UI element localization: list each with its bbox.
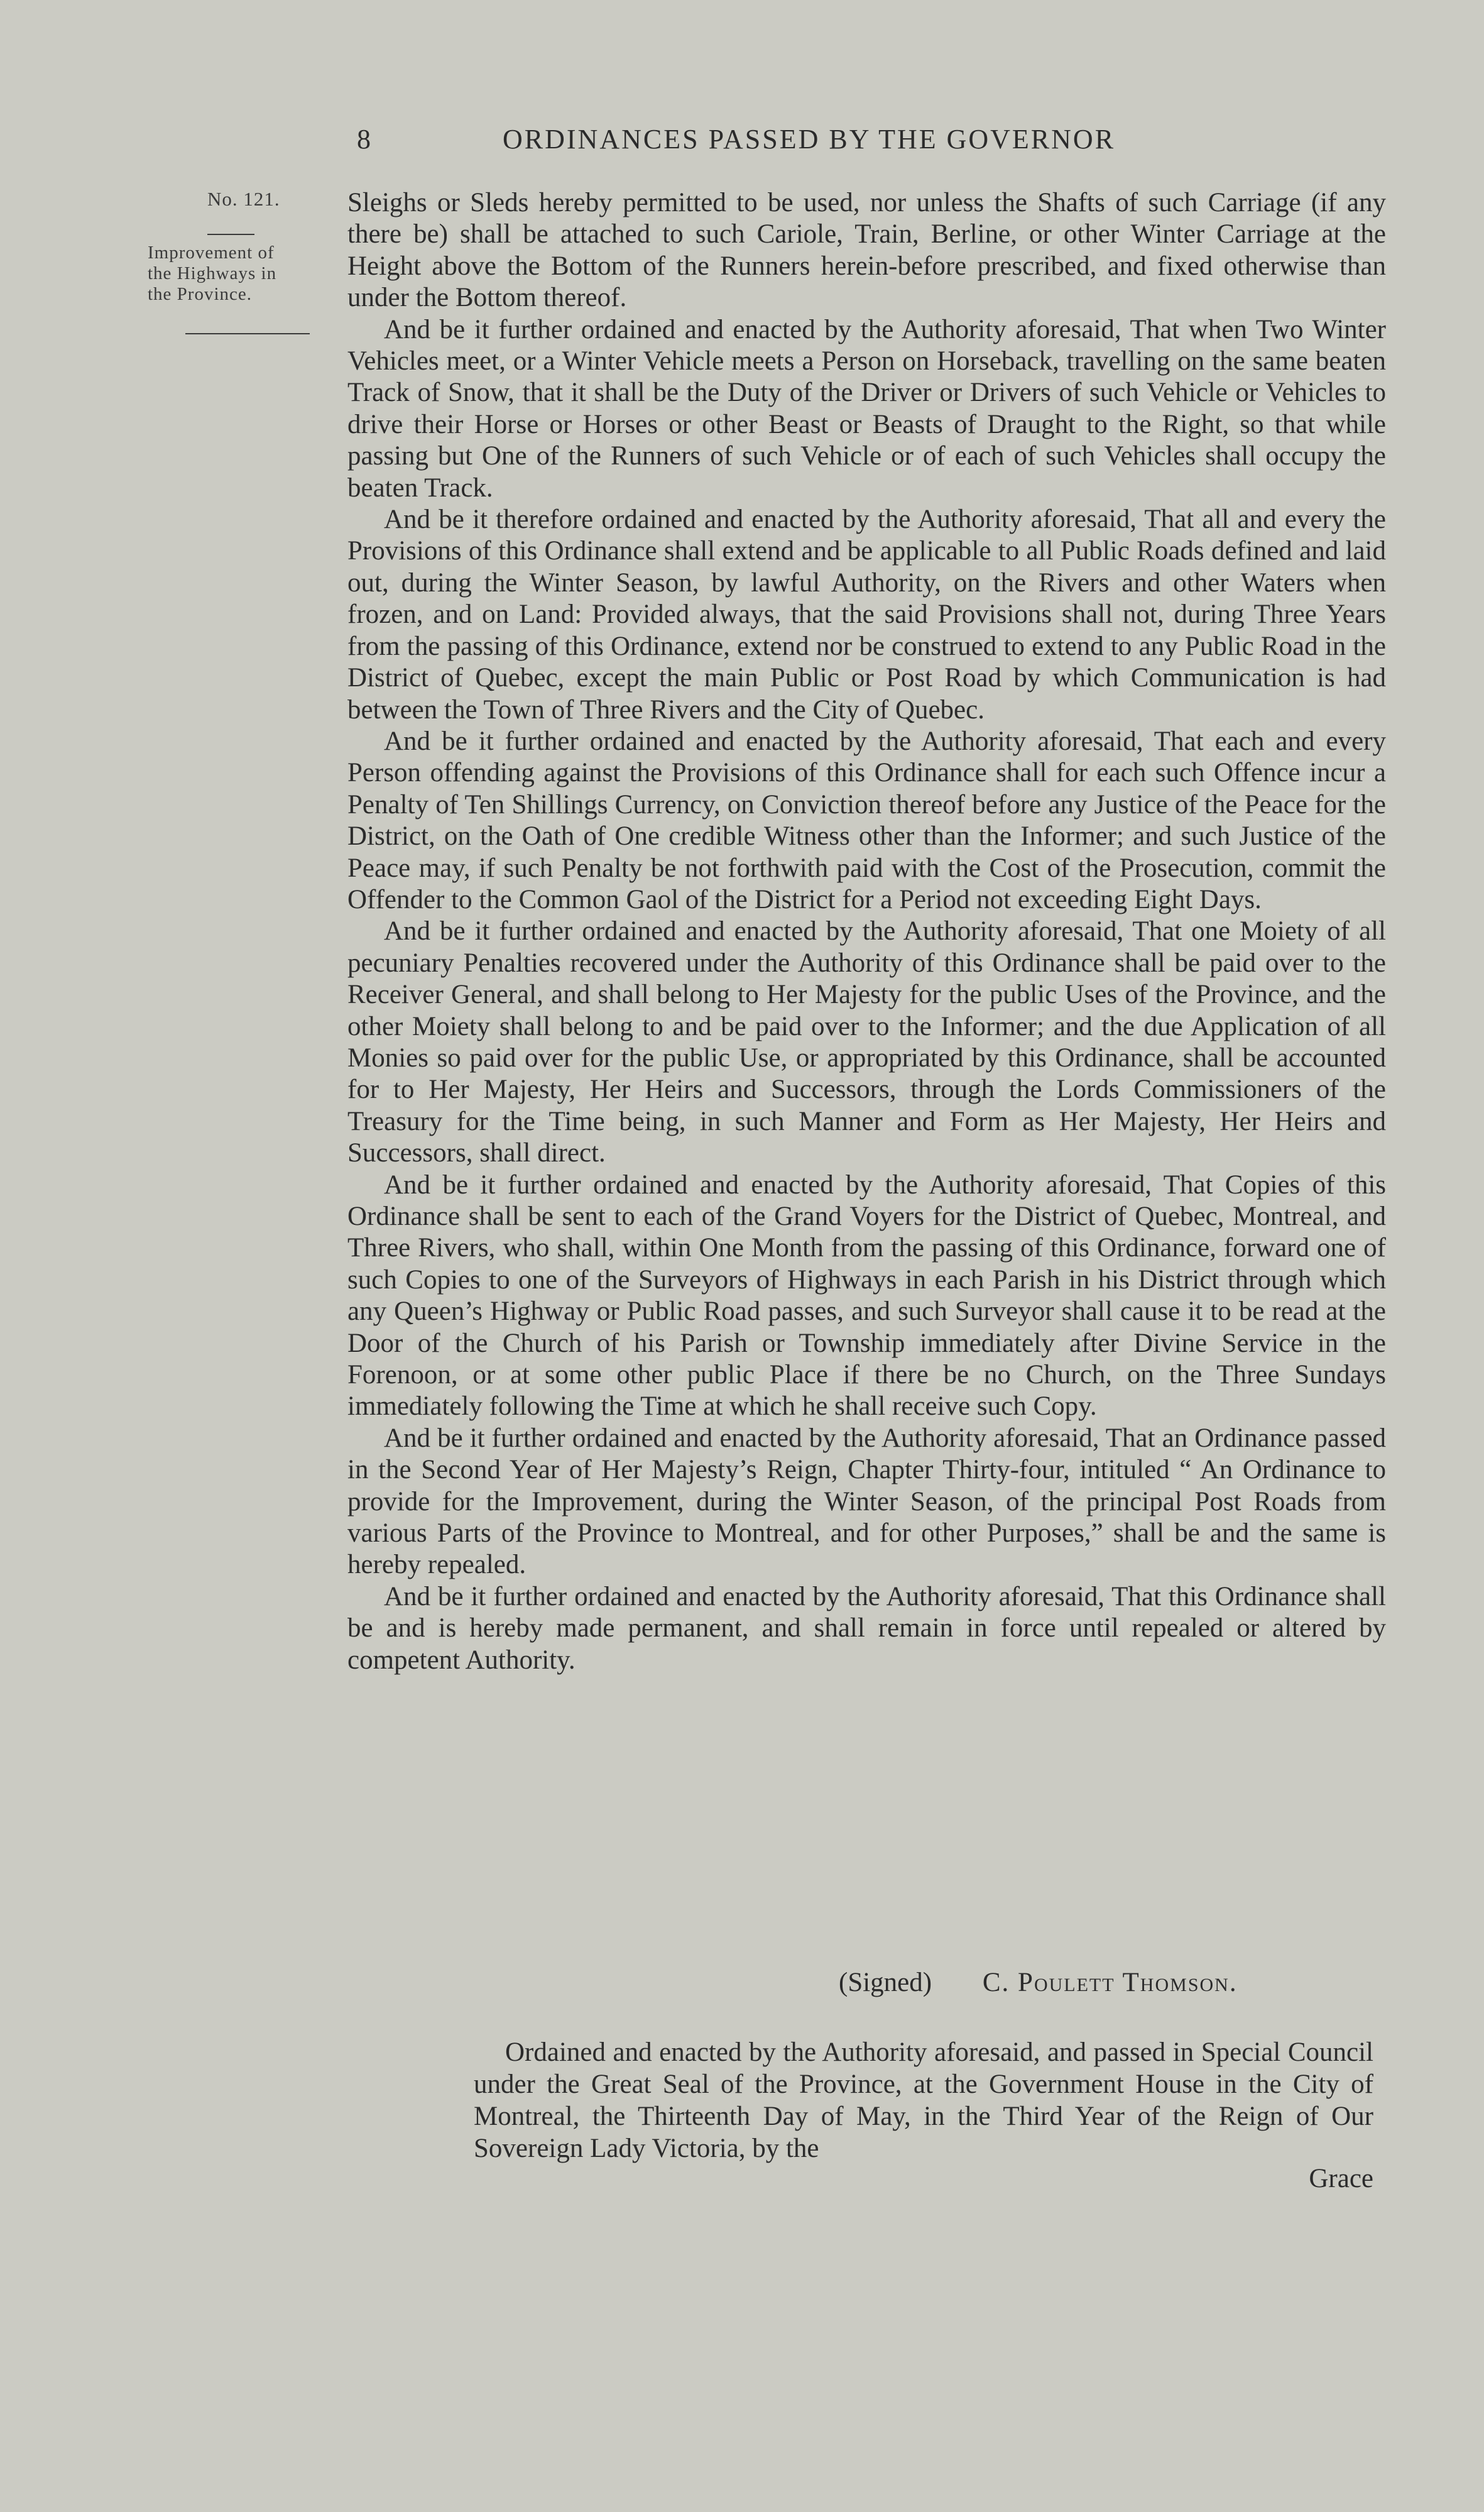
paragraph: Sleighs or Sleds hereby permitted to be used, nor unless the Shafts of such Carriage (if any there be) shall be attached to such Cariole, Train, Berline, or other Winter Carriage at the Height above the Bottom of the Runners herein-before prescribed, and fixed otherwise than under the Bottom thereof. <box>347 188 1386 313</box>
paragraph: And be it further ordained and enacted by the Authority aforesaid, That an Ordinance passed in the Second Year of Her Majesty’s Reign, Chapter Thirty-four, intituled “ An Ordinance to provide for the Improvement, during the Winter Season, of the principal Post Roads from various Parts of the Province to Montreal, and for other Purposes,” shall be and the same is hereby repealed. <box>347 1423 1386 1580</box>
paragraph: And be it further ordained and enacted by the Authority aforesaid, That this Ordinance shall be and is hereby made permanent, and shall remain in force until repealed or altered by competent Authority. <box>347 1581 1386 1675</box>
signatory-name: C. Poulett Thomson. <box>982 1968 1238 1997</box>
paragraph: And be it further ordained and enacted by the Authority aforesaid, That when Two Winter Vehicles meet, or a Winter Vehicle meets a Person on Horseback, travelling on the same beaten Track of Snow, that it shall be the Duty of the Driver or Drivers of such Vehicle or Vehicles to drive their Horse or Horses or other Beast or Beasts of Draught to the Right, so that while passing but One of the Runners of such Vehicle or of each of such Vehicles shall occupy the beaten Track. <box>347 314 1386 503</box>
margin-divider-long <box>185 333 310 334</box>
margin-divider-short <box>207 234 254 235</box>
enactment-clause: Ordained and enacted by the Authority aforesaid, and passed in Special Council under the Great Seal of the Province, at the Government House in the City of Montreal, the Thirteenth Day of May, in the Third Year of the Reign of Our Sovereign Lady Victoria, by the <box>474 2038 1373 2163</box>
running-head: ORDINANCES PASSED BY THE GOVERNOR <box>503 124 1116 155</box>
paragraph: And be it therefore ordained and enacted by the Authority aforesaid, That all and every the Provisions of this Ordinance shall extend and be applicable to all Public Roads defined and laid out, during the Winter Season, by lawful Authority, on the Rivers and other Waters when frozen, and on Land: Provided always, that the said Provisions shall not, during Three Years from the passing of this Ordinance, extend nor be construed to extend to any Public Road in the District of Quebec, except the main Public or Post Road by which Communication is had between the Town of Three Rivers and the City of Quebec. <box>347 505 1386 725</box>
signature-line <box>839 1967 1238 1998</box>
ordinance-number: No. 121. <box>207 188 280 210</box>
signed-label: (Signed) <box>839 1968 932 1997</box>
margin-note: Improvement of the Highways in the Province. <box>148 243 277 304</box>
page-number: 8 <box>357 124 371 155</box>
body-text <box>347 187 1386 1676</box>
paragraph: And be it further ordained and enacted by the Authority aforesaid, That Copies of this Ordinance shall be sent to each of the Grand Voyers for the District of Quebec, Montreal, and Three Rivers, who shall, within One Month from the passing of this Ordinance, forward one of such Copies to one of the Surveyors of Highways in each Parish in his District through which any Queen’s Highway or Public Road passes, and such Surveyor shall cause it to be read at the Door of the Church of his Parish or Township immediately after Divine Service in the Forenoon, or at some other public Place if there be no Church, on the Three Sundays immediately following the Time at which he shall receive such Copy. <box>347 1170 1386 1422</box>
paragraph: And be it further ordained and enacted by the Authority aforesaid, That one Moiety of all pecuniary Penalties recovered under the Authority of this Ordinance shall be paid over to the Receiver General, and shall belong to Her Majesty for the public Uses of the Province, and the other Moiety shall belong to and be paid over to the Informer; and the due Application of all Monies so paid over for the public Use, or appropriated by this Ordinance, shall be accounted for to Her Majesty, Her Heirs and Successors, through the Lords Commissioners of the Treasury for the Time being, in such Manner and Form as Her Majesty, Her Heirs and Successors, shall direct. <box>347 916 1386 1168</box>
paragraph: And be it further ordained and enacted by the Authority aforesaid, That each and every Person offending against the Provisions of this Ordinance shall for each such Offence incur a Penalty of Ten Shillings Currency, on Conviction thereof before any Justice of the Peace for the District, on the Oath of One credible Witness other than the Informer; and such Justice of the Peace may, if such Penalty be not forthwith paid with the Cost of the Prosecution, commit the Offender to the Common Gaol of the District for a Period not exceeding Eight Days. <box>347 726 1386 914</box>
catchword: Grace <box>1309 2164 1373 2193</box>
